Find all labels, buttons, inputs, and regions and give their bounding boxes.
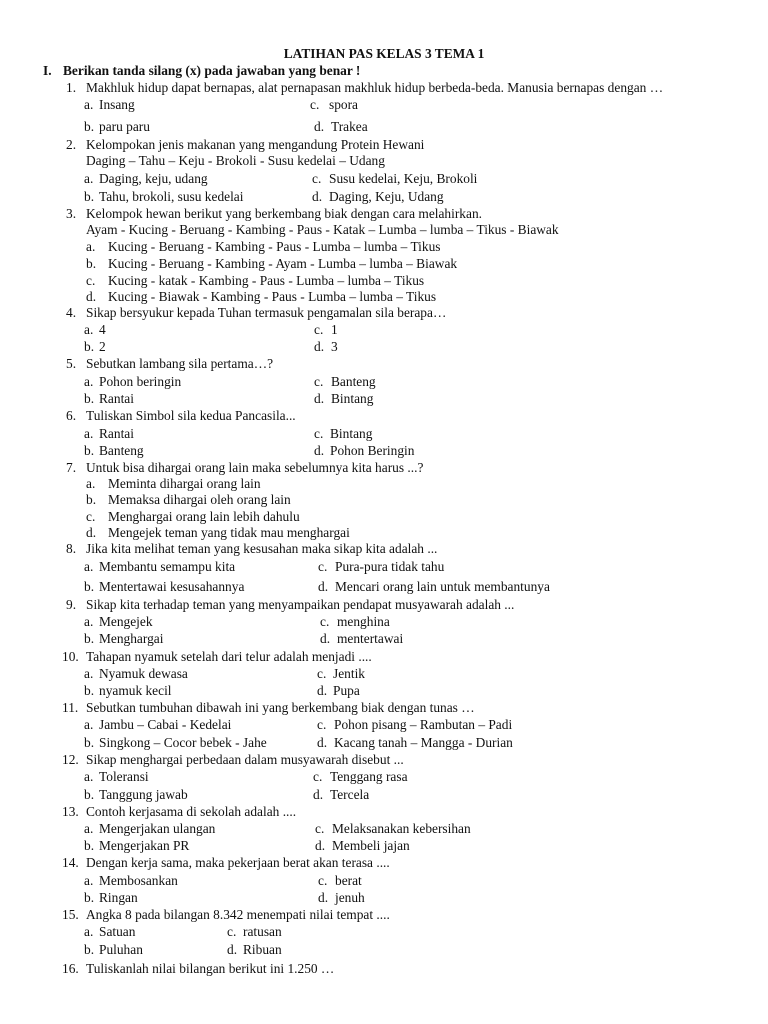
option-text: Rantai <box>99 391 134 406</box>
question-number: 3. <box>66 206 77 221</box>
option-text: Mengerjakan ulangan <box>99 821 216 836</box>
question-text: Kelompokan jenis makanan yang mengandung Protein Hewani <box>86 137 425 152</box>
option-label: c. <box>317 717 327 732</box>
question-extra-line: Ayam - Kucing - Beruang - Kambing - Paus - Katak – Lumba – lumba – Tikus - Biawak <box>86 222 559 237</box>
option-text: Bintang <box>330 426 373 441</box>
option-text: ratusan <box>243 924 282 939</box>
question-text: Sebutkan tumbuhan dibawah ini yang berkembang biak dengan tunas … <box>86 700 475 715</box>
option-text: Mengejek teman yang tidak mau menghargai <box>108 525 350 540</box>
option-label: c. <box>227 924 237 939</box>
option-label: b. <box>86 256 97 271</box>
option-label: a. <box>84 717 94 732</box>
option-label: b. <box>84 391 95 406</box>
option-label: c. <box>318 873 328 888</box>
question-number: 7. <box>66 460 77 475</box>
question-number: 14. <box>62 855 79 870</box>
option-text: Membosankan <box>99 873 178 888</box>
option-text: Nyamuk dewasa <box>99 666 188 681</box>
option-text: Ribuan <box>243 942 282 957</box>
option-label: d. <box>227 942 238 957</box>
option-label: c. <box>312 171 322 186</box>
question-number: 6. <box>66 408 77 423</box>
option-text: jenuh <box>335 890 365 905</box>
option-text: Pohon beringin <box>99 374 182 389</box>
question-number: 16. <box>62 961 79 976</box>
question-number: 2. <box>66 137 77 152</box>
question-text: Dengan kerja sama, maka pekerjaan berat akan terasa .... <box>86 855 390 870</box>
option-text: Puluhan <box>99 942 143 957</box>
option-label: d. <box>313 787 324 802</box>
option-label: d. <box>86 525 97 540</box>
question-text: Contoh kerjasama di sekolah adalah .... <box>86 804 297 819</box>
question-number: 8. <box>66 541 77 556</box>
option-text: Toleransi <box>99 769 149 784</box>
option-text: spora <box>329 97 359 112</box>
section-instruction: Berikan tanda silang (x) pada jawaban yang benar ! <box>63 63 361 78</box>
option-label: b. <box>84 735 95 750</box>
option-label: d. <box>315 838 326 853</box>
option-text: Kucing - Biawak - Kambing - Paus - Lumba – lumba – Tikus <box>108 289 437 304</box>
option-text: Membantu semampu kita <box>99 559 236 574</box>
option-label: c. <box>313 769 323 784</box>
option-label: c. <box>320 614 330 629</box>
option-text: paru paru <box>99 119 150 134</box>
option-label: d. <box>312 189 323 204</box>
question-text: Kelompok hewan berikut yang berkembang biak dengan cara melahirkan. <box>86 206 482 221</box>
option-label: c. <box>318 559 328 574</box>
question-text: Untuk bisa dihargai orang lain maka sebelumnya kita harus ...? <box>86 460 424 475</box>
option-text: Kucing - Beruang - Kambing - Ayam - Lumba – lumba – Biawak <box>108 256 458 271</box>
option-text: Kucing - katak - Kambing - Paus - Lumba – lumba – Tikus <box>108 273 425 288</box>
option-text: Tahu, brokoli, susu kedelai <box>99 189 244 204</box>
option-text: Jambu – Cabai - Kedelai <box>99 717 232 732</box>
option-label: d. <box>314 339 325 354</box>
option-label: a. <box>84 426 94 441</box>
option-text: Meminta dihargai orang lain <box>108 476 261 491</box>
option-text: Daging, keju, udang <box>99 171 208 186</box>
option-text: Mengerjakan PR <box>99 838 190 853</box>
question-number: 9. <box>66 597 77 612</box>
option-label: b. <box>84 119 95 134</box>
question-text: Sikap kita terhadap teman yang menyampaikan pendapat musyawarah adalah ... <box>86 597 515 612</box>
option-text: Pupa <box>333 683 360 698</box>
option-label: d. <box>86 289 97 304</box>
option-text: mentertawai <box>337 631 404 646</box>
option-label: a. <box>84 769 94 784</box>
option-label: c. <box>317 666 327 681</box>
question-number: 13. <box>62 804 79 819</box>
option-label: d. <box>317 735 328 750</box>
question-text: Makhluk hidup dapat bernapas, alat pernapasan makhluk hidup berbeda-beda. Manusia bernapas dengan … <box>86 80 664 95</box>
option-text: Rantai <box>99 426 134 441</box>
option-label: a. <box>84 924 94 939</box>
option-label: a. <box>86 239 96 254</box>
option-text: Daging, Keju, Udang <box>329 189 444 204</box>
option-text: Memaksa dihargai oleh orang lain <box>108 492 291 507</box>
question-extra-line: Daging – Tahu – Keju - Brokoli - Susu kedelai – Udang <box>86 153 385 168</box>
option-label: b. <box>86 492 97 507</box>
option-text: Pohon pisang – Rambutan – Padi <box>334 717 513 732</box>
question-text: Jika kita melihat teman yang kesusahan maka sikap kita adalah ... <box>86 541 438 556</box>
question-number: 5. <box>66 356 77 371</box>
option-label: b. <box>84 942 95 957</box>
option-text: 2 <box>99 339 106 354</box>
option-label: d. <box>318 579 329 594</box>
option-text: Melaksanakan kebersihan <box>332 821 471 836</box>
option-label: c. <box>86 273 96 288</box>
option-text: Trakea <box>331 119 368 134</box>
option-text: Mengejek <box>99 614 153 629</box>
option-text: Singkong – Cocor bebek - Jahe <box>99 735 267 750</box>
option-label: b. <box>84 189 95 204</box>
option-text: Menghargai orang lain lebih dahulu <box>108 509 300 524</box>
option-text: Menghargai <box>99 631 164 646</box>
option-label: c. <box>310 97 320 112</box>
option-text: Bintang <box>331 391 374 406</box>
option-label: b. <box>84 339 95 354</box>
option-label: a. <box>86 476 96 491</box>
option-label: d. <box>317 683 328 698</box>
question-text: Sebutkan lambang sila pertama…? <box>86 356 274 371</box>
question-number: 15. <box>62 907 79 922</box>
option-text: 3 <box>331 339 338 354</box>
question-text: Sikap menghargai perbedaan dalam musyawarah disebut ... <box>86 752 404 767</box>
option-text: menghina <box>337 614 390 629</box>
option-text: Tanggung jawab <box>99 787 188 802</box>
option-text: Tenggang rasa <box>330 769 408 784</box>
option-text: Pohon Beringin <box>330 443 415 458</box>
option-text: 1 <box>331 322 338 337</box>
option-label: c. <box>86 509 96 524</box>
question-text: Tuliskanlah nilai bilangan berikut ini 1.250 … <box>86 961 335 976</box>
question-text: Sikap bersyukur kepada Tuhan termasuk pengamalan sila berapa… <box>86 305 447 320</box>
option-text: Ringan <box>99 890 138 905</box>
question-number: 10. <box>62 649 79 664</box>
option-label: b. <box>84 579 95 594</box>
option-label: a. <box>84 666 94 681</box>
option-label: c. <box>314 426 324 441</box>
option-text: nyamuk kecil <box>99 683 172 698</box>
option-label: d. <box>314 119 325 134</box>
option-text: Mentertawai kesusahannya <box>99 579 245 594</box>
option-label: a. <box>84 97 94 112</box>
question-text: Angka 8 pada bilangan 8.342 menempati nilai tempat .... <box>86 907 390 922</box>
option-label: d. <box>320 631 331 646</box>
option-text: Kucing - Beruang - Kambing - Paus - Lumba – lumba – Tikus <box>108 239 441 254</box>
option-label: c. <box>315 821 325 836</box>
option-label: a. <box>84 322 94 337</box>
option-label: d. <box>314 443 325 458</box>
option-text: Tercela <box>330 787 370 802</box>
option-text: Insang <box>99 97 135 112</box>
question-number: 1. <box>66 80 77 95</box>
option-text: Mencari orang lain untuk membantunya <box>335 579 550 594</box>
question-number: 11. <box>62 700 79 715</box>
option-label: a. <box>84 374 94 389</box>
question-number: 12. <box>62 752 79 767</box>
option-label: b. <box>84 890 95 905</box>
option-label: b. <box>84 631 95 646</box>
option-text: Banteng <box>99 443 144 458</box>
question-text: Tuliskan Simbol sila kedua Pancasila... <box>86 408 296 423</box>
section-number: I. <box>43 63 52 78</box>
option-label: d. <box>314 391 325 406</box>
option-text: Membeli jajan <box>332 838 410 853</box>
option-text: Pura-pura tidak tahu <box>335 559 445 574</box>
option-label: b. <box>84 683 95 698</box>
option-text: Kacang tanah – Mangga - Durian <box>334 735 513 750</box>
option-label: b. <box>84 787 95 802</box>
question-number: 4. <box>66 305 77 320</box>
option-text: berat <box>335 873 362 888</box>
option-text: Banteng <box>331 374 376 389</box>
option-label: b. <box>84 443 95 458</box>
option-label: b. <box>84 838 95 853</box>
option-label: a. <box>84 171 94 186</box>
option-label: a. <box>84 873 94 888</box>
option-label: a. <box>84 821 94 836</box>
option-text: 4 <box>99 322 106 337</box>
option-text: Jentik <box>333 666 365 681</box>
page-title: LATIHAN PAS KELAS 3 TEMA 1 <box>283 46 485 61</box>
question-text: Tahapan nyamuk setelah dari telur adalah menjadi .... <box>86 649 372 664</box>
option-label: c. <box>314 322 324 337</box>
option-label: c. <box>314 374 324 389</box>
option-text: Satuan <box>99 924 136 939</box>
option-label: a. <box>84 614 94 629</box>
option-text: Susu kedelai, Keju, Brokoli <box>329 171 478 186</box>
option-label: a. <box>84 559 94 574</box>
option-label: d. <box>318 890 329 905</box>
